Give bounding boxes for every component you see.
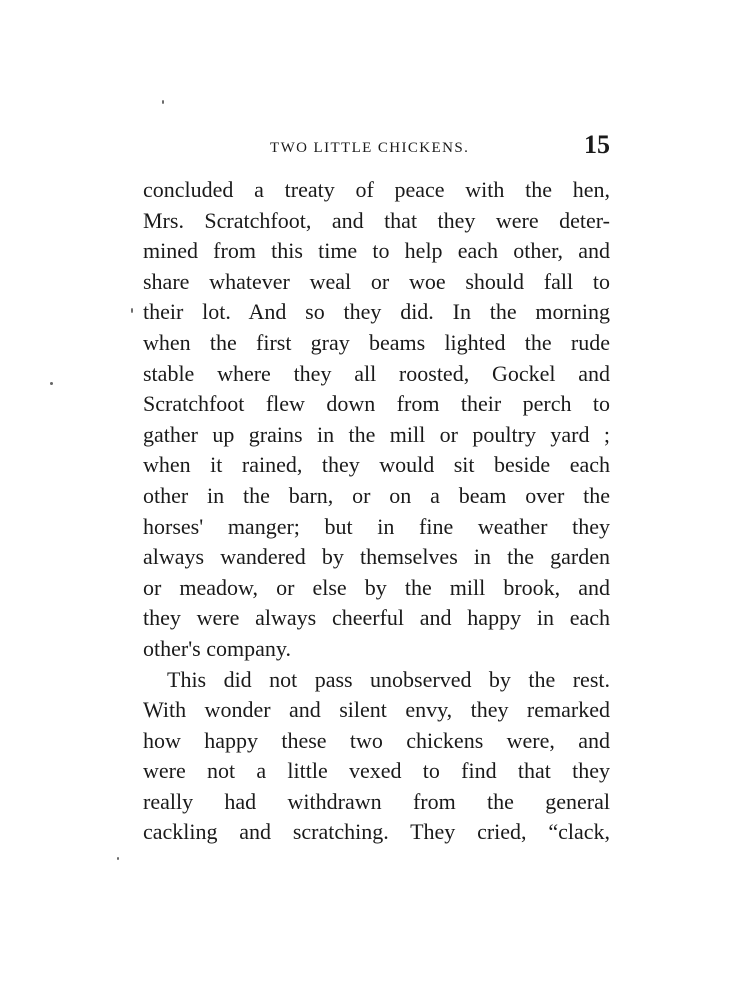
text-line: Mrs. Scratchfoot, and that they were deter- <box>143 207 610 233</box>
text-line: when it rained, they would sit beside each <box>143 452 610 478</box>
text-line: cackling and scratching. They cried, “clack, <box>143 819 610 845</box>
scan-speck <box>50 382 53 385</box>
text-line: Scratchfoot flew down from their perch to <box>143 391 610 417</box>
scan-speck <box>117 857 119 860</box>
paragraph <box>143 665 610 849</box>
scan-speck <box>162 100 164 104</box>
scan-speck <box>131 308 133 313</box>
body-text <box>143 175 610 848</box>
text-line: With wonder and silent envy, they remarked <box>143 697 610 723</box>
text-line: stable where they all roosted, Gockel and <box>143 360 610 386</box>
text-line: gather up grains in the mill or poultry yard ; <box>143 421 610 447</box>
text-line: other in the barn, or on a beam over the <box>143 482 610 508</box>
text-line: other's company. <box>143 635 291 661</box>
text-line: were not a little vexed to find that they <box>143 758 610 784</box>
text-line: their lot. And so they did. In the morning <box>143 299 610 325</box>
text-line: horses' manger; but in fine weather they <box>143 513 610 539</box>
text-line: or meadow, or else by the mill brook, and <box>143 574 610 600</box>
text-line: This did not pass unobserved by the rest. <box>167 666 610 692</box>
text-line: they were always cheerful and happy in each <box>143 605 610 631</box>
text-line: when the first gray beams lighted the rude <box>143 329 610 355</box>
text-line: mined from this time to help each other, and <box>143 238 610 264</box>
text-line: really had withdrawn from the general <box>143 788 610 814</box>
text-line: how happy these two chickens were, and <box>143 727 610 753</box>
text-line: always wandered by themselves in the garden <box>143 544 610 570</box>
text-line: concluded a treaty of peace with the hen, <box>143 177 610 202</box>
text-line: share whatever weal or woe should fall to <box>143 268 610 294</box>
page-number: 15 <box>584 130 610 159</box>
paragraph <box>143 175 610 665</box>
running-title: TWO LITTLE CHICKENS. <box>270 140 470 156</box>
running-head <box>143 130 610 164</box>
